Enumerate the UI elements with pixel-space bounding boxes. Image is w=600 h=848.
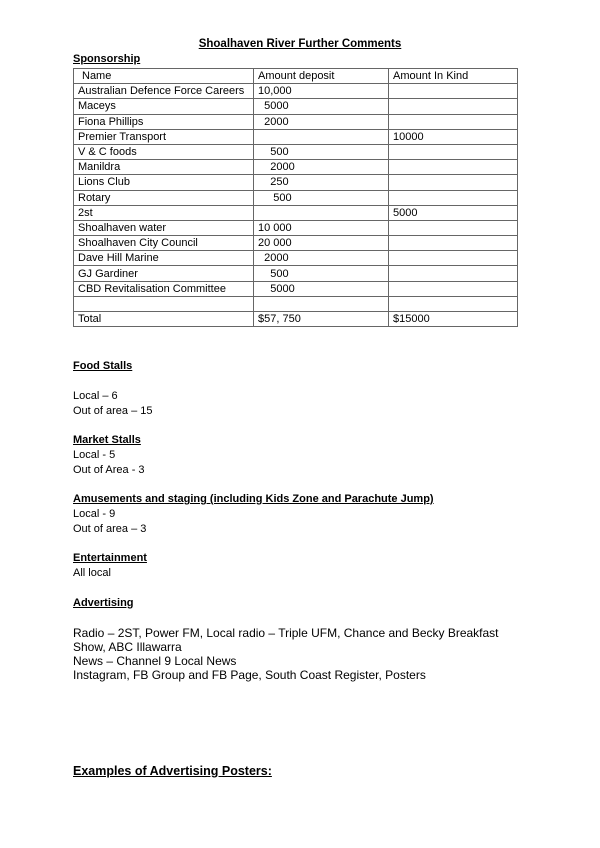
sponsor-deposit-cell: 10,000 xyxy=(254,84,389,99)
sponsor-name-cell: GJ Gardiner xyxy=(74,266,254,281)
sponsor-deposit-cell: 5000 xyxy=(254,99,389,114)
sponsor-kind-cell xyxy=(389,220,518,235)
sponsor-name-cell: V & C foods xyxy=(74,144,254,159)
advertising-radio-line-1: Radio – 2ST, Power FM, Local radio – Triple UFM, Chance and Becky Breakfast xyxy=(73,626,499,640)
table-row xyxy=(74,266,518,281)
sponsor-deposit-cell: 5000 xyxy=(254,281,389,296)
entertainment-heading: Entertainment xyxy=(73,552,147,564)
sponsor-name-cell: CBD Revitalisation Committee xyxy=(74,281,254,296)
table-row xyxy=(74,220,518,235)
total-deposit-cell: $57, 750 xyxy=(254,312,389,327)
amusements-heading: Amusements and staging (including Kids Zone and Parachute Jump) xyxy=(73,493,434,505)
sponsor-deposit-cell: 20 000 xyxy=(254,236,389,251)
sponsor-name-cell xyxy=(74,296,254,311)
table-header-row xyxy=(74,69,518,84)
food-stalls-out-of-area: Out of area – 15 xyxy=(73,405,153,417)
table-row xyxy=(74,114,518,129)
entertainment-text: All local xyxy=(73,567,111,579)
table-row xyxy=(74,160,518,175)
sponsor-kind-cell: 10000 xyxy=(389,129,518,144)
sponsor-deposit-cell: 10 000 xyxy=(254,220,389,235)
sponsor-kind-cell xyxy=(389,160,518,175)
advertising-heading: Advertising xyxy=(73,597,134,609)
market-stalls-out-of-area: Out of Area - 3 xyxy=(73,464,145,476)
table-row xyxy=(74,84,518,99)
table-row xyxy=(74,236,518,251)
posters-heading: Examples of Advertising Posters: xyxy=(73,764,272,778)
sponsor-name-cell: 2st xyxy=(74,205,254,220)
sponsor-name-cell: Rotary xyxy=(74,190,254,205)
advertising-radio-line-2: Show, ABC Illawarra xyxy=(73,640,182,654)
sponsor-kind-cell xyxy=(389,99,518,114)
sponsor-kind-cell xyxy=(389,84,518,99)
market-stalls-local: Local - 5 xyxy=(73,449,116,461)
sponsor-deposit-cell: 500 xyxy=(254,190,389,205)
column-header-kind: Amount In Kind xyxy=(389,69,518,84)
sponsor-name-cell: Shoalhaven City Council xyxy=(74,236,254,251)
table-row xyxy=(74,129,518,144)
total-kind-cell: $15000 xyxy=(389,312,518,327)
document-title: Shoalhaven River Further Comments xyxy=(198,38,402,50)
sponsor-kind-cell xyxy=(389,281,518,296)
table-row xyxy=(74,281,518,296)
table-row xyxy=(74,251,518,266)
table-row xyxy=(74,190,518,205)
sponsorship-table xyxy=(73,68,518,327)
sponsorship-heading: Sponsorship xyxy=(73,53,141,65)
food-stalls-heading: Food Stalls xyxy=(73,360,133,372)
food-stalls-local: Local – 6 xyxy=(73,390,118,402)
sponsor-name-cell: Fiona Phillips xyxy=(74,114,254,129)
sponsor-kind-cell xyxy=(389,236,518,251)
sponsor-deposit-cell: 2000 xyxy=(254,160,389,175)
column-header-deposit: Amount deposit xyxy=(254,69,389,84)
total-row xyxy=(74,312,518,327)
sponsor-deposit-cell xyxy=(254,129,389,144)
sponsor-kind-cell xyxy=(389,144,518,159)
sponsor-kind-cell xyxy=(389,190,518,205)
table-row xyxy=(74,175,518,190)
sponsor-deposit-cell: 500 xyxy=(254,266,389,281)
sponsor-kind-cell xyxy=(389,175,518,190)
sponsor-deposit-cell xyxy=(254,296,389,311)
sponsor-deposit-cell: 500 xyxy=(254,144,389,159)
sponsor-name-cell: Lions Club xyxy=(74,175,254,190)
total-label-cell: Total xyxy=(74,312,254,327)
table-row xyxy=(74,296,518,311)
sponsor-kind-cell xyxy=(389,266,518,281)
sponsor-name-cell: Australian Defence Force Careers xyxy=(74,84,254,99)
market-stalls-heading: Market Stalls xyxy=(73,434,141,446)
sponsor-deposit-cell: 2000 xyxy=(254,114,389,129)
table-row xyxy=(74,99,518,114)
sponsor-name-cell: Manildra xyxy=(74,160,254,175)
sponsor-name-cell: Maceys xyxy=(74,99,254,114)
advertising-news: News – Channel 9 Local News xyxy=(73,654,237,668)
sponsor-name-cell: Shoalhaven water xyxy=(74,220,254,235)
amusements-out-of-area: Out of area – 3 xyxy=(73,523,147,535)
table-row xyxy=(74,205,518,220)
sponsor-name-cell: Premier Transport xyxy=(74,129,254,144)
sponsor-kind-cell xyxy=(389,251,518,266)
table-row xyxy=(74,144,518,159)
sponsor-deposit-cell xyxy=(254,205,389,220)
column-header-name: Name xyxy=(74,69,254,84)
sponsor-name-cell: Dave Hill Marine xyxy=(74,251,254,266)
sponsor-kind-cell xyxy=(389,296,518,311)
sponsor-kind-cell xyxy=(389,114,518,129)
sponsor-deposit-cell: 250 xyxy=(254,175,389,190)
advertising-social: Instagram, FB Group and FB Page, South Coast Register, Posters xyxy=(73,668,426,682)
sponsor-kind-cell: 5000 xyxy=(389,205,518,220)
amusements-local: Local - 9 xyxy=(73,508,116,520)
sponsor-deposit-cell: 2000 xyxy=(254,251,389,266)
